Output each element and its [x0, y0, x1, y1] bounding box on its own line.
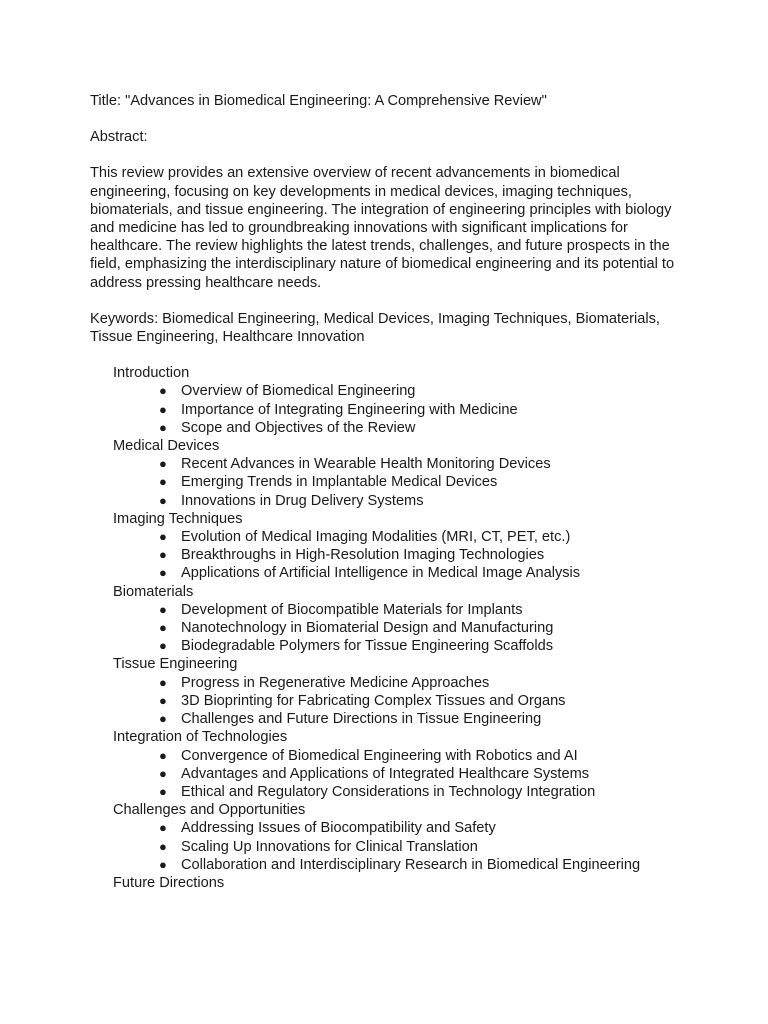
bullet-dot: ● [159, 383, 167, 399]
section-title: Challenges and Opportunities [113, 802, 306, 819]
bullet-dot: ● [159, 401, 167, 417]
bullet-item [159, 783, 690, 801]
bullet-item [159, 528, 690, 546]
bullet-text: Importance of Integrating Engineering with Medicine [181, 401, 518, 418]
outline-section [113, 874, 690, 892]
bullet-item [159, 692, 690, 710]
bullet-dot: ● [159, 692, 167, 708]
bullet-dot: ● [159, 565, 167, 581]
section-bullets [113, 528, 690, 583]
bullet-dot: ● [159, 601, 167, 617]
bullet-item [159, 674, 690, 692]
bullet-item [159, 747, 690, 765]
section-title: Tissue Engineering [113, 656, 238, 673]
bullet-item [159, 401, 690, 419]
bullet-text: Progress in Regenerative Medicine Approaches [181, 674, 490, 691]
bullet-text: Scaling Up Innovations for Clinical Translation [181, 838, 478, 855]
bullet-dot: ● [159, 529, 167, 545]
bullet-dot: ● [159, 820, 167, 836]
bullet-text: Applications of Artificial Intelligence in Medical Image Analysis [181, 565, 581, 582]
bullet-item [159, 619, 690, 637]
document-content [90, 92, 690, 892]
bullet-item [159, 419, 690, 437]
bullet-item [159, 765, 690, 783]
bullet-text: 3D Bioprinting for Fabricating Complex Tissues and Organs [181, 692, 566, 709]
bullet-item [159, 601, 690, 619]
bullet-dot: ● [159, 765, 167, 781]
outline-section [113, 437, 690, 510]
bullet-dot: ● [159, 474, 167, 490]
bullet-text: Recent Advances in Wearable Health Monitoring Devices [181, 456, 551, 473]
bullet-text: Convergence of Biomedical Engineering with Robotics and AI [181, 747, 578, 764]
bullet-text: Scope and Objectives of the Review [181, 419, 416, 436]
bullet-text: Addressing Issues of Biocompatibility and Safety [181, 820, 496, 837]
section-bullets [113, 747, 690, 802]
section-title: Biomaterials [113, 583, 194, 600]
section-bullets [113, 382, 690, 437]
section-title: Imaging Techniques [113, 510, 243, 527]
bullet-dot: ● [159, 711, 167, 727]
section-bullets [113, 674, 690, 729]
bullet-dot: ● [159, 747, 167, 763]
bullet-text: Breakthroughs in High-Resolution Imaging Technologies [181, 547, 545, 564]
section-title: Integration of Technologies [113, 729, 288, 746]
section-title: Future Directions [113, 874, 225, 891]
bullet-text: Innovations in Drug Delivery Systems [181, 492, 424, 509]
bullet-text: Collaboration and Interdisciplinary Research in Biomedical Engineering [181, 856, 641, 873]
bullet-dot: ● [159, 856, 167, 872]
bullet-item [159, 710, 690, 728]
keywords-text: Keywords: Biomedical Engineering, Medical Devices, Imaging Techniques, Biomaterials, Tissue Engineering, Healthcare Innovation [90, 310, 660, 346]
section-title: Medical Devices [113, 438, 220, 455]
bullet-item [159, 382, 690, 400]
bullet-dot: ● [159, 838, 167, 854]
abstract-text: This review provides an extensive overview of recent advancements in biomedical engineering, focusing on key developments in medical devices, imaging techniques, biomaterials, and tissue engineering. The integration of engineering principles with biology and medicine has led to groundbreaking innovations with significant implications for healthcare. The review highlights the latest trends, challenges, and future prospects in the field, emphasizing the interdisciplinary nature of biomedical engineering and its potential to address pressing healthcare needs. [90, 165, 675, 291]
bullet-item [159, 546, 690, 564]
section-title: Introduction [113, 365, 190, 382]
bullet-text: Challenges and Future Directions in Tissue Engineering [181, 711, 542, 728]
bullet-item [159, 838, 690, 856]
outline-section [113, 364, 690, 437]
outline-section [113, 801, 690, 874]
outline-section [113, 728, 690, 801]
bullet-item [159, 473, 690, 491]
section-bullets [113, 455, 690, 510]
bullet-dot: ● [159, 783, 167, 799]
bullet-item [159, 819, 690, 837]
outline-section [113, 510, 690, 583]
bullet-item [159, 455, 690, 473]
bullet-dot: ● [159, 456, 167, 472]
bullet-item [159, 564, 690, 582]
outline-section [113, 655, 690, 728]
bullet-item [159, 637, 690, 655]
bullet-text: Advantages and Applications of Integrated Healthcare Systems [181, 765, 590, 782]
bullet-text: Emerging Trends in Implantable Medical Devices [181, 474, 498, 491]
bullet-dot: ● [159, 674, 167, 690]
bullet-dot: ● [159, 638, 167, 654]
abstract-label: Abstract: [90, 129, 148, 146]
bullet-dot: ● [159, 547, 167, 563]
bullet-text: Evolution of Medical Imaging Modalities (MRI, CT, PET, etc.) [181, 529, 571, 546]
bullet-dot: ● [159, 620, 167, 636]
bullet-dot: ● [159, 419, 167, 435]
document-title: Title: "Advances in Biomedical Engineering: A Comprehensive Review" [90, 93, 547, 109]
section-bullets [113, 819, 690, 874]
outline-section [113, 583, 690, 656]
bullet-text: Overview of Biomedical Engineering [181, 383, 416, 400]
section-bullets [113, 601, 690, 656]
bullet-text: Ethical and Regulatory Considerations in Technology Integration [181, 783, 596, 800]
bullet-text: Development of Biocompatible Materials for Implants [181, 601, 523, 618]
outline-list [90, 364, 690, 892]
bullet-item [159, 856, 690, 874]
bullet-dot: ● [159, 492, 167, 508]
bullet-item [159, 492, 690, 510]
bullet-text: Nanotechnology in Biomaterial Design and Manufacturing [181, 620, 554, 637]
bullet-text: Biodegradable Polymers for Tissue Engineering Scaffolds [181, 638, 554, 655]
